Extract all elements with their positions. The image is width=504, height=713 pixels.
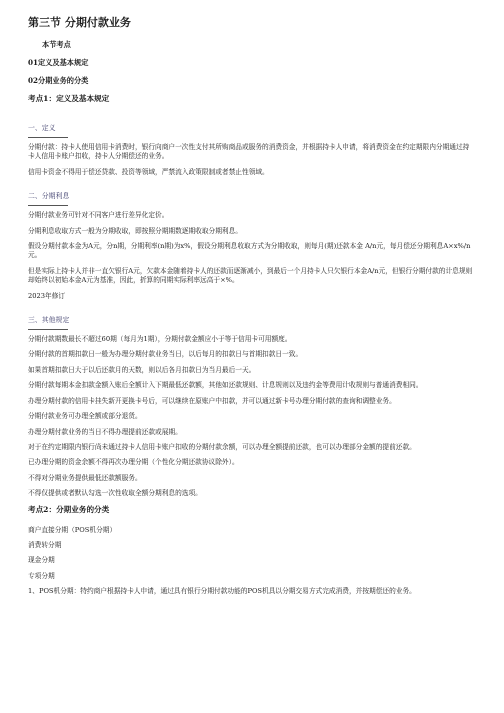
revision-note: 2023年修订 xyxy=(28,291,66,300)
paragraph: 不得对分期业务提供最低还款额服务。 xyxy=(28,473,142,482)
section-title-definition: 一、定义 xyxy=(28,124,56,132)
list-item: 商户直接分期（POS机分期） xyxy=(28,525,117,534)
section-title-interest: 二、分期利息 xyxy=(28,192,70,201)
list-item: 消费转分期 xyxy=(28,540,62,549)
paragraph: 分期付款：持卡人使用信用卡消费时，银行向商户一次性支付其所购商品或服务的消费资金，并根据持卡人申请，将消费资金在约定期限内分期通过持卡人信用卡账户扣收，持卡人分期偿还的业务。 xyxy=(28,143,470,161)
section-underline xyxy=(28,137,68,138)
section-title-other-rules: 三、其他规定 xyxy=(28,316,70,325)
section-underline xyxy=(28,205,68,206)
paragraph: 但是实际上持卡人并非一直欠银行A元，欠款本金随着持卡人的还款而逐渐减小，到最后一个月持卡人只欠银行本金A/n元，但银行分期付款的计息规则却始终以初始本金A元为基准，因此，折算的同期实际利率远高于×%。 xyxy=(28,266,473,285)
paragraph: 分期付款业务可针对不同客户进行差异化定价。 xyxy=(28,211,169,220)
toc-item: 02分期业务的分类 xyxy=(28,76,89,85)
paragraph: 分期付款的首期扣款日一般为办理分期付款业务当日，以后每月的扣款日与首期扣款日一致。 xyxy=(28,350,303,359)
paragraph: 假设分期付款本金为A元，分n期，分期利率(n期)为x%，假设分期利息收取方式为分期收取，则每月(期)还款本金 A/n元，每月偿还分期利息A×x%/n元。 xyxy=(28,242,471,260)
toc-heading: 本节考点 xyxy=(42,40,71,49)
paragraph: 如果首期扣款日大于以后还款月的天数，则以后各月扣款日为当月最后一天。 xyxy=(28,365,256,374)
paragraph: 分期付款业务可办理全额或部分退货。 xyxy=(28,412,142,421)
section-underline xyxy=(28,329,68,330)
paragraph: 对于在约定期限内银行尚未通过持卡人信用卡账户扣收的分期付款余额，可以办理全额提前还款，也可以办理部分金额的提前还款。 xyxy=(28,442,416,451)
topic1-heading: 考点1：定义及基本规定 xyxy=(28,94,110,103)
paragraph: 办理分期付款业务的当日不得办理提前还款或展期。 xyxy=(28,427,182,436)
paragraph: 信用卡资金不得用于偿还贷款、投资等领域，严禁流入政策限制或者禁止性领域。 xyxy=(28,167,269,176)
topic2-heading: 考点2：分期业务的分类 xyxy=(28,504,110,514)
paragraph: 分期利息收取方式一般为分期收取，即按照分期期数逐期收取分期利息。 xyxy=(28,226,242,235)
list-item: 现金分期 xyxy=(28,556,55,565)
paragraph: 分期付款每期本金扣款金额入账后全额计入下期最低还款额，其他如还款规则、计息规则以及违约金等费用计收规则与普通消费相同。 xyxy=(28,381,423,390)
paragraph: 分期付款期数最长不超过60期（每月为1期），分期付款金额应小于等于信用卡可用额度。 xyxy=(28,335,292,344)
page-title: 第三节 分期付款业务 xyxy=(28,16,131,29)
paragraph: 已办理分期的资金余额不得再次办理分期（个性化分期还款协议除外）。 xyxy=(28,458,239,467)
toc-item: 01定义及基本规定 xyxy=(28,58,89,67)
list-item: 专项分期 xyxy=(28,571,55,580)
paragraph: 1、POS机分期：特约商户根据持卡人申请，通过具有银行分期付款功能的POS机具以分期交易方式完成消费，并按期偿还的业务。 xyxy=(28,587,416,596)
paragraph: 不得仅提供或者默认勾选一次性收取全额分期利息的选项。 xyxy=(28,489,202,498)
paragraph: 办理分期付款的信用卡挂失新开更换卡号后，可以继续在原账户中扣款，并可以通过新卡号办理分期付款的查询和调整业务。 xyxy=(28,396,396,405)
